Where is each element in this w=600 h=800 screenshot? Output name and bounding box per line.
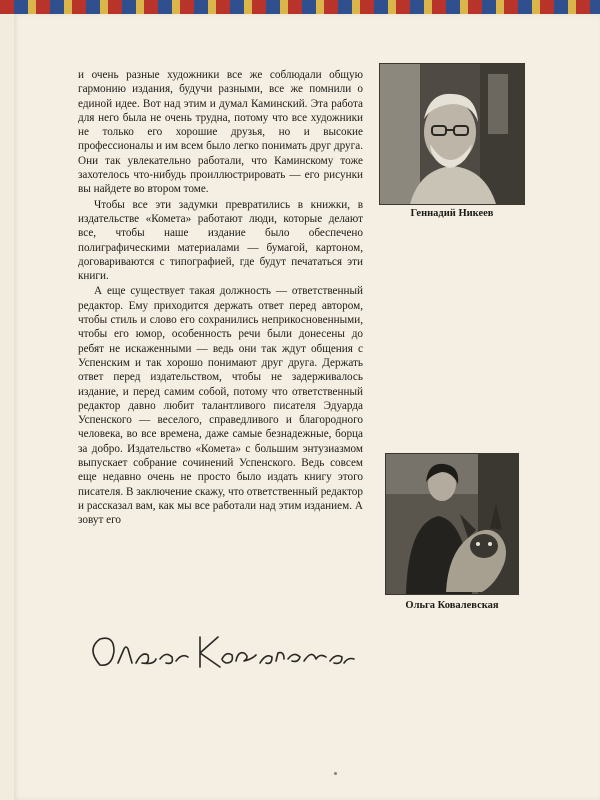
paragraph-1: и очень разные художники все же соблюдали общую гармонию издания, будучи разными, все же помнили о единой идее. Вот над этим и думал Каминский. Эта работа для него была не очень трудна, потому что все художники не только его хорошие друзья, но и высокие профессионалы и им всем было легко понимать друг друга. Они так увлекательно работали, что Каминскому тоже захотелось что-нибудь проиллюстрировать — его рисунки вы найдете во втором томе.	[78, 69, 363, 196]
cover-edge-strip	[0, 0, 600, 14]
text-column	[78, 68, 363, 528]
portrait-photo-kovalevskaya	[386, 454, 518, 594]
paragraph-2: Чтобы все эти задумки превратились в книжки, в издательстве «Комета» работают люди, которые делают все, чтобы наше издание было обеспечено полиграфическими материалами — бумагой, картоном, договариваются с типографией, где будут печататься эти книги.	[78, 198, 363, 283]
photo-caption-kovalevskaya: Ольга Ковалевская	[405, 600, 499, 611]
paragraph-3: А еще существует такая должность — ответственный редактор. Ему приходится держать ответ перед автором, чтобы стиль и слово его сохранились неприкосновенными, чтобы его юмор, особенность речи были донесены до ребят не искаженными — ведь они так ждут общения с Успенским и так хорошо понимают друг друга. Держать ответ перед издательством, чтобы не задерживалось издание, и перед самим собой, потому что ответственный редактор давно любит талантливого писателя Эдуарда Успенского — веселого, справедливого и благородного человека, во все времена, даже самые безнадежные, борца за добро. Издательство «Комета» с большим энтузиазмом выпускает собрание сочинений Успенского. Ведь совсем еще недавно очень не просто было издать книгу этого писателя. В заключение скажу, что ответственный редактор и рассказал вам, как мы все работали над этим изданием. А зовут его	[78, 285, 363, 527]
photo-caption-nikeev: Геннадий Никеев	[410, 208, 494, 219]
page-mark	[334, 772, 337, 775]
handwritten-signature	[80, 625, 360, 675]
portrait-photo-nikeev	[380, 64, 524, 204]
